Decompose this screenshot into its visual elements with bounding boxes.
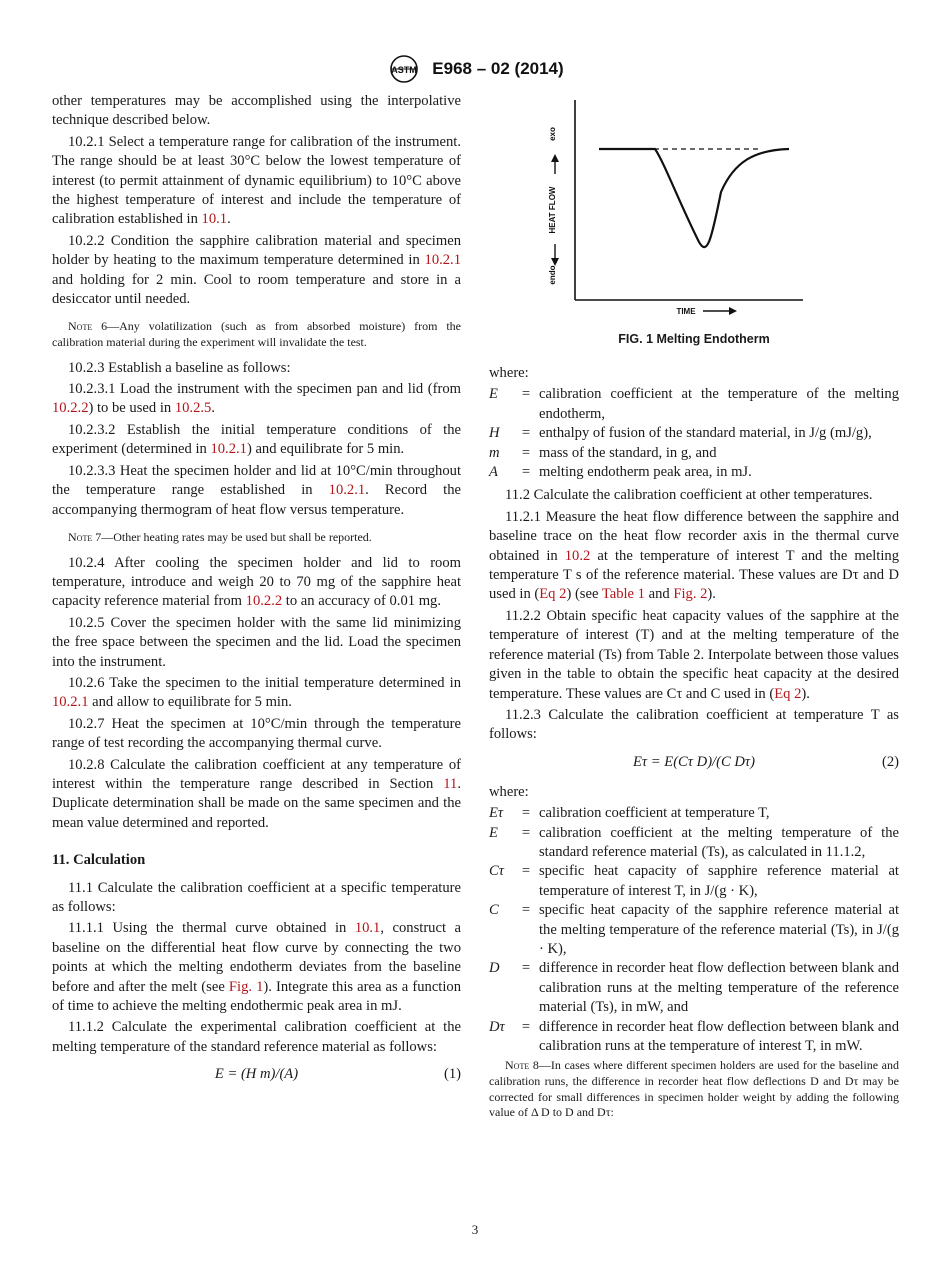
where-label: where: [489, 365, 529, 381]
definition-equals: = [521, 863, 531, 880]
definition-list-1 [489, 385, 899, 482]
definition-symbol: H [489, 425, 500, 442]
paragraph-10-2-2: 10.2.2 Condition the sapphire calibration material and specimen holder by heating to the maximum temperature determined in 10.2.1 and holding for 2 min. Cool to room temperature and store in a desiccator until needed. [52, 232, 461, 308]
ref-link[interactable]: Eq 2 [774, 685, 802, 702]
ref-link[interactable]: Fig. 2 [673, 586, 708, 603]
ylabel-heat-flow: HEAT FLOW [548, 186, 557, 234]
definition-item [489, 824, 899, 863]
figure-caption: FIG. 1 Melting Endotherm [618, 332, 770, 347]
paragraph-10-2-5: 10.2.5 Cover the specimen holder with the same lid minimizing the free space between the specimen and the lid. Load the specimen into the instrument. [52, 614, 461, 670]
ylabel-endo: endo [548, 265, 557, 285]
note-8: Note 8—In cases where different specimen holders are used for the baseline and calibration runs, the difference in recorder heat flow deflections D and Dτ may be corrected for small differences in specimen holder weight by adding the following value of Δ D to D and Dτ: [489, 1058, 899, 1120]
definition-item [489, 862, 899, 901]
ref-link[interactable]: 10.2.1 [210, 441, 247, 458]
definition-item [489, 804, 899, 823]
definition-equals: = [521, 805, 531, 822]
definition-text: enthalpy of fusion of the standard material, in J/g (mJ/g), [539, 425, 872, 442]
astm-logo-icon [386, 54, 422, 84]
note-6: Note 6—Any volatilization (such as from absorbed moisture) from the calibration material during the experiment will invalidate the test. [52, 319, 462, 350]
paragraph-11-2-2: 11.2.2 Obtain specific heat capacity values of the sapphire at the temperature of interest (T) and at the melting temperature of the reference material (Ts) from Table 2. Interpolate between those values given in the table to obtain the specific heat capacity at the desired temperature. These values are Cτ and C used in (Eq 2). [489, 607, 899, 702]
definition-equals: = [521, 386, 531, 403]
ref-link[interactable]: Fig. 1 [228, 978, 264, 995]
note-7: Note 7—Other heating rates may be used but shall be reported. [68, 529, 372, 544]
definition-text: calibration coefficient at temperature T, [539, 805, 770, 822]
definition-symbol: C [489, 902, 499, 919]
ref-link[interactable]: 11 [443, 775, 458, 792]
left-column [52, 92, 461, 1095]
ref-link[interactable]: 10.2 [564, 547, 591, 564]
paragraph: other temperatures may be accomplished using the interpolative technique described below. [52, 93, 461, 129]
where-label: where: [489, 783, 529, 800]
ref-link[interactable]: 10.2.2 [245, 593, 283, 610]
paragraph-10-2-3: 10.2.3 Establish a baseline as follows: [68, 359, 291, 376]
definition-symbol: Eτ [489, 805, 504, 822]
page-header [0, 54, 950, 84]
figure-1 [489, 92, 899, 347]
melting-endotherm-plot [489, 92, 899, 332]
page-number: 3 [471, 1222, 479, 1237]
paragraph-11-2: 11.2 Calculate the calibration coefficient at other temperatures. [505, 487, 873, 504]
paragraph-11-1-1: 11.1.1 Using the thermal curve obtained in 10.1, construct a baseline on the differential heat flow curve by connecting the two points at which the melting endotherm deviates from the baseline before and after the melt (see Fig. 1). Integrate this area as a function of time to achieve the melting endothermic peak area in mJ. [52, 920, 462, 1015]
definition-item [489, 444, 899, 463]
definition-item [489, 901, 899, 959]
paragraph-10-2-3-2: 10.2.3.2 Establish the initial temperature conditions of the experiment (determined in 10.2.1) and equilibrate for 5 min. [52, 421, 461, 458]
ref-link[interactable]: 10.2.5 [174, 400, 212, 417]
paragraph-11-2-1: 11.2.1 Measure the heat flow difference between the sapphire and baseline trace on the heat flow recorder axis in the thermal curve obtained in 10.2 at the temperature of interest T and the melting temperature T s of the reference material. These values are Dτ and D used in (Eq 2) (see Table 1 and Fig. 2). [489, 508, 899, 603]
section-heading: 11. Calculation [52, 852, 146, 869]
definition-symbol: Cτ [489, 863, 504, 880]
paragraph-10-2-1: 10.2.1 Select a temperature range for calibration of the instrument. The range should be at least 30°C below the lowest temperature of interest (to permit attainment of dynamic equilibrium) to 10°C above the highest temperature of interest and include the temperature of calibration established in 10.1. [52, 133, 461, 228]
definition-symbol: E [489, 386, 498, 403]
definition-symbol: Dτ [489, 1018, 505, 1035]
definition-item [489, 959, 899, 1017]
equation-1 [52, 1065, 461, 1089]
ref-link[interactable]: 10.2.2 [52, 400, 89, 417]
definition-equals: = [521, 824, 531, 841]
definition-text: calibration coefficient at the melting temperature of the standard reference material (Ts), as calculated in 11.1.2, [539, 824, 899, 860]
paragraph-10-2-3-3: 10.2.3.3 Heat the specimen holder and lid at 10°C/min throughout the temperature range established in 10.2.1. Record the accompanying thermogram of heat flow versus temperature. [52, 462, 461, 518]
paragraph-10-2-7: 10.2.7 Heat the specimen at 10°C/min through the temperature range of test recording the accompanying thermal curve. [52, 715, 461, 752]
definition-item [489, 424, 899, 443]
ref-link[interactable]: Eq 2 [539, 586, 567, 603]
ref-link[interactable]: 10.2.1 [424, 252, 461, 269]
paragraph-10-2-4: 10.2.4 After cooling the specimen holder and lid to room temperature, introduce and weigh 20 to 70 mg of the sapphire heat capacity reference material from 10.2.2 to an accuracy of 0.01 mg. [52, 554, 461, 610]
equation-expression: E = (H m)/(A) [214, 1066, 299, 1083]
ref-link[interactable]: 10.1 [354, 920, 381, 937]
definition-item [489, 463, 899, 482]
xlabel-time: TIME [676, 307, 696, 316]
paragraph-10-2-8: 10.2.8 Calculate the calibration coefficient at any temperature of interest within the temperature range described in Section 11. Duplicate determination shall be made on the same specimen and the mean value determined and reported. [52, 756, 461, 831]
definition-equals: = [521, 960, 531, 977]
definition-item [489, 385, 899, 424]
ref-link[interactable]: 10.1 [201, 211, 228, 228]
paragraph-11-1: 11.1 Calculate the calibration coefficient at a specific temperature as follows: [52, 879, 461, 915]
paragraph-10-2-6: 10.2.6 Take the specimen to the initial temperature determined in 10.2.1 and allow to equilibrate for 5 min. [52, 674, 461, 711]
right-column [489, 92, 899, 1129]
definition-equals: = [521, 425, 531, 442]
definition-list-2 [489, 804, 899, 1056]
definition-text: mass of the standard, in g, and [539, 444, 717, 461]
equation-expression: Eτ = E(Cτ D)/(C Dτ) [633, 753, 755, 770]
ylabel-exo: exo [548, 127, 557, 141]
definition-text: melting endotherm peak area, in mJ. [539, 464, 752, 481]
definition-text: calibration coefficient at the temperature of the melting endotherm, [539, 386, 899, 422]
definition-text: difference in recorder heat flow deflection between blank and calibration runs at the temperature of interest T, in mW. [539, 1018, 899, 1054]
definition-equals: = [521, 1018, 531, 1035]
ref-link[interactable]: 10.2.1 [328, 482, 366, 499]
definition-item [489, 1018, 899, 1057]
ref-link[interactable]: Table 1 [601, 586, 645, 603]
equation-number: (1) [443, 1066, 461, 1083]
definition-symbol: E [489, 824, 498, 841]
astm-logo-text: ASTM [391, 65, 418, 75]
definition-symbol: D [489, 960, 500, 977]
definition-text: difference in recorder heat flow deflection between blank and calibration runs at the melting temperature of the reference material (Ts), in mW, and [539, 960, 899, 1016]
equation-number: (2) [881, 753, 899, 770]
paragraph-11-1-2: 11.1.2 Calculate the experimental calibration coefficient at the melting temperature of the standard reference material as follows: [52, 1019, 461, 1055]
definition-symbol: A [489, 464, 498, 481]
definition-text: specific heat capacity of sapphire reference material at temperature of interest T, in J/(g · K), [539, 863, 899, 899]
paragraph-10-2-3-1: 10.2.3.1 Load the instrument with the specimen pan and lid (from 10.2.2) to be used in 10.2.5. [52, 381, 461, 417]
definition-symbol: m [489, 444, 500, 461]
definition-equals: = [521, 464, 531, 481]
definition-text: specific heat capacity of the sapphire reference material at the melting temperature of the reference material (Ts), in J/(g · K), [539, 902, 899, 957]
equation-2 [489, 753, 899, 777]
definition-equals: = [521, 444, 531, 461]
paragraph-11-2-3: 11.2.3 Calculate the calibration coefficient at temperature T as follows: [489, 706, 899, 743]
ref-link[interactable]: 10.2.1 [52, 694, 89, 711]
definition-equals: = [521, 902, 531, 919]
standard-designation: E968 – 02 (2014) [432, 59, 564, 78]
